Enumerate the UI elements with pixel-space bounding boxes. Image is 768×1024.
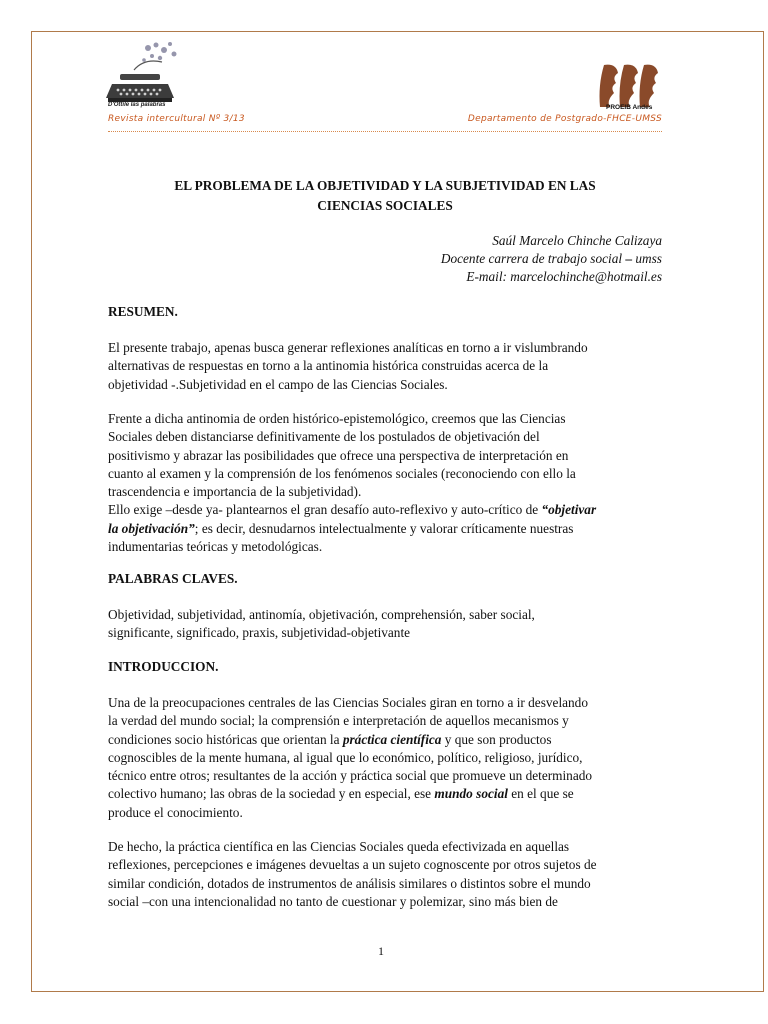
emphasis-practica: práctica científica — [342, 731, 442, 747]
author-position-pre: Docente carrera de trabajo social — [440, 251, 626, 266]
right-logo-caption: PROEIB Andes — [606, 104, 653, 111]
text-span: Ello exige — [108, 502, 166, 518]
left-logo-caption: D'Ottile las palabras — [108, 102, 166, 108]
author-email: E-mail: marcelochinche@hotmail.es — [466, 269, 662, 284]
intro-paragraph-1 — [108, 694, 664, 822]
title-line: CIENCIAS SOCIALES — [317, 198, 453, 213]
emphasis-mundo-social: mundo social — [434, 786, 508, 802]
department-name: Departamento de Postgrado-FHCE-UMSS — [467, 114, 662, 124]
palabras-heading: PALABRAS CLAVES. — [108, 571, 238, 586]
author-position-dash: – — [625, 251, 633, 266]
author-name: Saúl Marcelo Chinche Calizaya — [492, 233, 662, 248]
resumen-paragraph-1 — [108, 339, 664, 394]
text-line: El presente trabajo, apenas busca generar reflexiones analíticas en torno a ir vislumbrando — [108, 340, 588, 355]
author-block — [441, 232, 662, 286]
text-span: ; es decir, desnudarnos intelectualmente y valorar críticamente nuestras — [194, 520, 574, 536]
text-line: Objetividad, subjetividad, antinomía, objetivación, comprehensión, saber social, — [108, 607, 535, 622]
text-line: Una de la preocupaciones centrales de las Ciencias Sociales giran en torno a ir desvelando — [108, 695, 588, 710]
text-line: produce el conocimiento. — [108, 804, 243, 820]
text-span: en el que se — [507, 786, 574, 802]
author-position — [441, 250, 662, 268]
text-line: trascendencia e importancia de la subjetividad). — [108, 484, 362, 500]
text-line: De hecho, la práctica científica en las Ciencias Sociales queda efectivizada en aquellas — [108, 839, 570, 854]
page-number: 1 — [378, 944, 384, 958]
intro-paragraph-2 — [108, 838, 664, 911]
text-line: positivismo y abrazar las posibilidades que ofrece una perspectiva de interpretación en — [108, 447, 569, 463]
intro-heading: INTRODUCCION. — [108, 659, 219, 674]
resumen-paragraph-2 — [108, 410, 664, 556]
resumen-heading: RESUMEN. — [108, 304, 178, 319]
text-line — [108, 785, 664, 803]
text-line: alternativas de respuestas en torno a la antinomia histórica construidas acerca de la — [108, 358, 549, 374]
emphasis-objetivacion: la objetivación” — [108, 520, 195, 536]
text-line: indumentarias teóricas y metodológicas. — [108, 539, 323, 555]
emphasis-objetivar: “objetivar — [541, 502, 597, 518]
text-span: colectivo humano; las obras de la sociedad y en especial, ese — [108, 786, 435, 802]
author-position-post: umss — [632, 251, 662, 266]
text-line: Sociales deben distanciarse definitivamente de los postulados de objetivación del — [108, 429, 540, 445]
text-span: condiciones socio históricas que orientan la — [108, 731, 343, 747]
text-line: cuanto al examen y la comprensión de los fenómenos sociales (reconociendo con ello la — [108, 465, 576, 481]
title-line: EL PROBLEMA DE LA OBJETIVIDAD Y LA SUBJETIVIDAD EN LAS — [174, 178, 596, 193]
article-title — [108, 176, 662, 216]
keywords-paragraph — [108, 606, 664, 643]
journal-name: Revista intercultural Nº 3/13 — [108, 114, 245, 124]
header-divider — [108, 131, 662, 132]
text-span: y que son productos — [441, 731, 552, 747]
text-line: objetividad -.Subjetividad en el campo de las Ciencias Sociales. — [108, 376, 448, 392]
text-line: Frente a dicha antinomia de orden histórico-epistemológico, creemos que las Ciencias — [108, 411, 566, 426]
text-line: similar condición, dotados de instrumentos de análisis similares o distintos sobre el mundo — [108, 875, 591, 891]
text-line: social –con una intencionalidad no tanto de cuestionar y polemizar, sino más bien de — [108, 893, 558, 909]
text-line: reflexiones, percepciones e imágenes devueltas a un sujeto cognoscente por otros sujetos de — [108, 857, 597, 873]
text-line — [108, 501, 664, 519]
text-span: –desde ya- plantearnos el gran desafío auto-reflexivo y auto-crítico de — [165, 502, 542, 518]
text-line: la verdad del mundo social; la comprensión e interpretación de aquellos mecanismos y — [108, 713, 569, 729]
text-line: significante, significado, praxis, subjetividad-objetivante — [108, 625, 411, 641]
text-line — [108, 520, 664, 538]
text-line: técnico entre otros; resultantes de la acción y práctica social que promueve un determinado — [108, 768, 593, 784]
text-line: cognoscibles de la mente humana, al igual que lo económico, político, religioso, jurídico, — [108, 749, 583, 765]
typewriter-logo-icon — [104, 40, 186, 110]
text-line — [108, 731, 664, 749]
